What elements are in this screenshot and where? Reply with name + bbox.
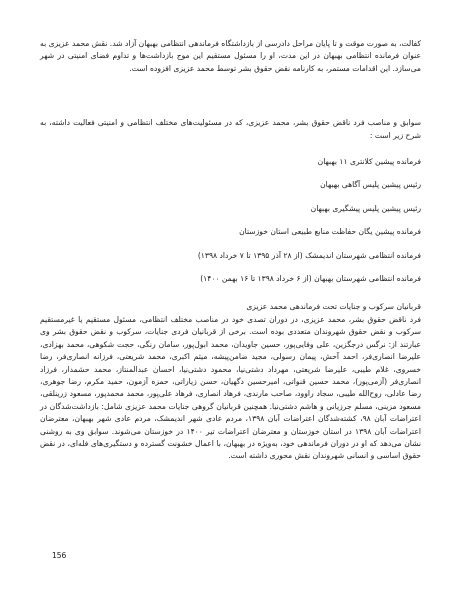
position-item: فرمانده انتظامی شهرستان بهبهان (از ۶ خرداد ۱۳۹۸ تا ۱۶ بهمن ۱۴۰۰) (200, 274, 421, 284)
paragraph-arrest-summary: کفالت، به صورت موقت و تا پایان مراحل دادرسی از بازداشتگاه فرماندهی انتظامی بهبهان آزاد شد. نقش محمد عزیزی به عنوان فرمانده انتظامی بهبهان در این مدت، او را مسئول مستقیم این موج بازداشت‌ها و تداوم فضای امنیتی در شهر می‌سازد. این اقدامات مستمر، به کارنامه نقض حقوق بشر توسط محمد عزیزی افزوده است. (40, 39, 421, 73)
paragraph-positions-intro: سوابق و مناصب فرد ناقض حقوق بشر، محمد عزیزی، که در مسئولیت‌های مختلف انتظامی و امنیتی فعالیت داشته، به شرح زیر است : (40, 118, 421, 140)
position-item: فرمانده پیشین یگان حفاظت منابع طبیعی استان خوزستان (239, 227, 421, 237)
paragraph-victims: فرد ناقض حقوق بشر، محمد عزیزی، در دوران تصدی خود در مناصب مختلف انتظامی، مسئول مستقیم یا غیرمستقیم سرکوب و نقض حقوق شهروندان متعددی بوده است. برخی از قربانیان فردی جنایات، سرکوب و نقض حقوق بشر وی عبارتند از: نرگس درجگزین، علی وفایی‌پور، حسین جاویدان، محمد ابول‌پور، سامان رنگی، حجت شکوهی، محمد بهزادی، علیرضا انصاری‌فر، احمد آحش، پیمان رسولی، مجید ضامن‌پیشه، میثم اکبری، محمد شریعتی، فرزانه انصاری‌فر، رضا خسروی، غلام طیبی، علیرضا شریعتی، مهرداد دشتی‌نیا، محمود دشتی‌نیا، احسان عبدالمنتاز، محمد حشمدار، فرزاد انصاری‌فر (آزمی‌پور)، محمد حسین قنواتی، امیرحسین دگهیان، حسن زیاراتی، حمزه آزمون، حمید مکرم، رضا جوهری، رضا عادلی، روح‌الله طیبی، سجاد راوود، صاحب مارندی، فرهاد انصاری، فرهاد علی‌پور، محمد محمدپور، مسعود زرینلقی، مسعود مزینی، مسلم جرزیانی و هاشم دشتی‌نیا. همچنین قربانیان گروهی جنایات محمد عزیزی شامل: بازداشت‌شدگان در اعتراضات آبان ۹۸، کشته‌شدگان اعتراضات آبان ۱۳۹۸، مردم عادی شهر اندیمشک، مردم عادی شهر بهبهان، معترضان اعتراضات آبان ۱۳۹۸ در استان خوزستان و معترضان اعتراضات تیر ۱۴۰۰ در خوزستان می‌شوند. سوابق وی به روشنی نشان می‌دهد که او در دوران فرماندهی خود، به‌ویژه در بهبهان، با اعمال خشونت گسترده و دستگیری‌های فله‌ای، در نقض حقوق اساسی و انسانی شهروندان نقش محوری داشته است. (40, 314, 421, 461)
position-item: فرمانده انتظامی شهرستان اندیمشک (از ۲۸ آذر ۱۳۹۵ تا ۷ خرداد ۱۳۹۸) (197, 250, 421, 260)
position-item: رئیس پیشین پلیس پیشگیری بهبهان (310, 203, 421, 213)
position-item: فرمانده پیشین کلانتری ۱۱ بهبهان (317, 157, 421, 167)
page-number: 156 (52, 551, 67, 560)
document-body (40, 38, 421, 463)
section-heading-victims: قربانیان سرکوب و جنایات تحت فرماندهی محمد عزیزی (246, 302, 421, 312)
position-item: رئیس پیشین پلیس آگاهی بهبهان (320, 180, 421, 190)
